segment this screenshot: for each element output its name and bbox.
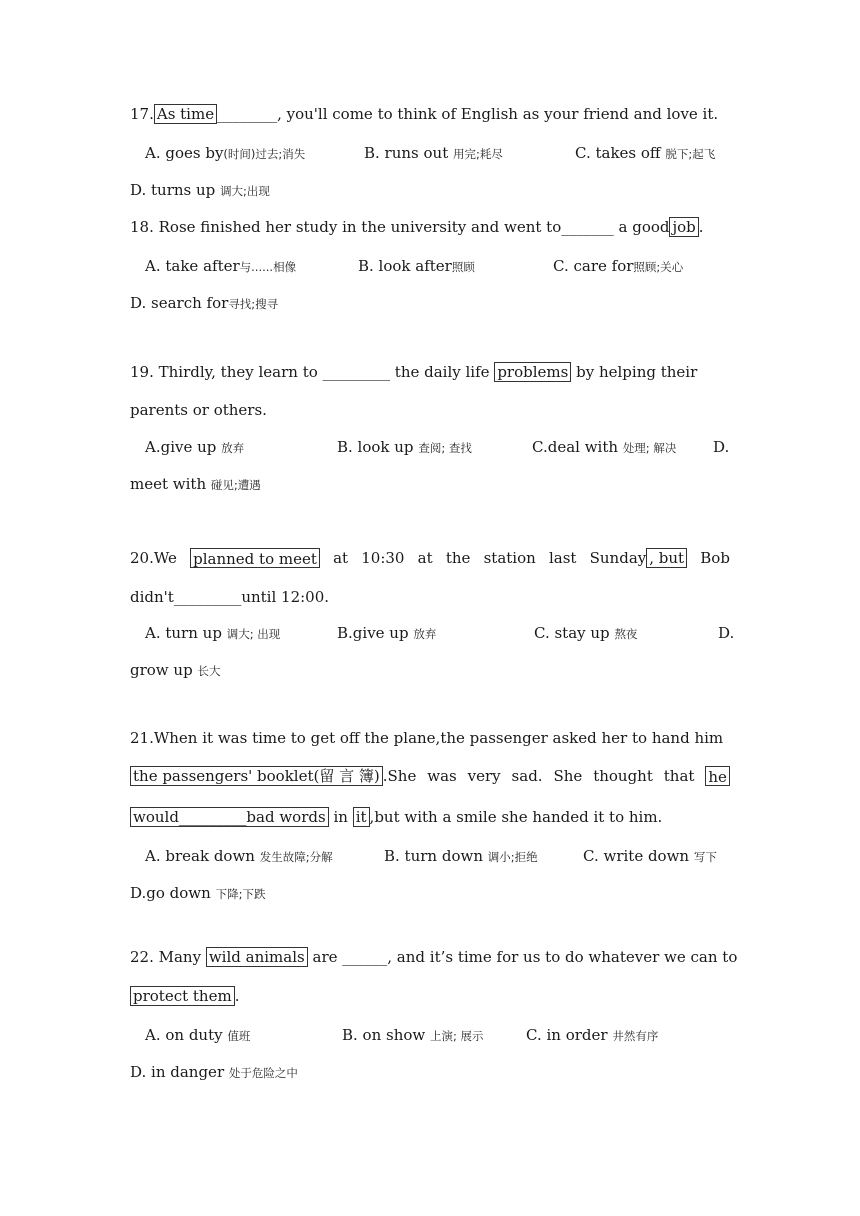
question-19-option-d: meet with 碰见;遭遇 bbox=[130, 475, 261, 493]
option-a: A. goes by(时间)过去;消失 bbox=[145, 144, 306, 162]
option-a: A. turn up 调大; 出现 bbox=[145, 624, 281, 642]
question-17-options-row bbox=[130, 143, 730, 163]
question-21-stem-cont: the passengers' booklet(留 言 簿) .She was very sad. She thought that he bbox=[130, 766, 730, 786]
question-21-stem-cont-2: would_________bad words in it ,but with a smile she handed it to him. bbox=[130, 807, 730, 827]
boxed-phrase: he bbox=[705, 766, 730, 786]
question-22-stem: 22. Many wild animals are ______, and it’s time for us to do whatever we can to bbox=[130, 948, 738, 966]
option-c: C. care for照顾;关心 bbox=[553, 257, 684, 275]
option-b: B. look after照顾 bbox=[358, 257, 475, 275]
question-21-option-d: D.go down 下降;下跌 bbox=[130, 884, 266, 902]
question-21-stem: 21.When it was time to get off the plane,the passenger asked her to hand him bbox=[130, 729, 724, 747]
boxed-phrase: the passengers' booklet(留 言 簿) bbox=[130, 766, 383, 786]
boxed-phrase: would_________bad words bbox=[130, 807, 329, 827]
option-d-label: D. bbox=[713, 438, 730, 456]
option-a: A. break down 发生故障;分解 bbox=[145, 847, 333, 865]
option-c: C. takes off 脱下;起飞 bbox=[575, 144, 716, 162]
option-b: B. turn down 调小;拒绝 bbox=[384, 847, 538, 865]
option-b: B.give up 放弃 bbox=[337, 624, 437, 642]
boxed-phrase: planned to meet bbox=[190, 548, 320, 568]
boxed-phrase: , but bbox=[646, 548, 687, 568]
question-21-options-row bbox=[130, 846, 730, 866]
question-17-stem bbox=[130, 104, 730, 124]
boxed-phrase: wild animals bbox=[206, 947, 308, 967]
option-d-label: D. bbox=[718, 624, 735, 642]
worksheet-page bbox=[130, 0, 738, 1216]
option-a: A. on duty 值班 bbox=[145, 1026, 251, 1044]
question-22-stem-cont: protect them . bbox=[130, 986, 730, 1006]
question-18-option-d: D. search for寻找;搜寻 bbox=[130, 294, 279, 312]
question-18-options-row bbox=[130, 256, 730, 276]
question-22-options-row bbox=[130, 1025, 730, 1045]
question-19-stem-cont: parents or others. bbox=[130, 401, 267, 419]
boxed-phrase: As time bbox=[154, 104, 217, 124]
option-b: B. on show 上演; 展示 bbox=[342, 1026, 484, 1044]
option-b: B. look up 查阅; 查找 bbox=[337, 438, 472, 456]
question-20-option-d: grow up 长大 bbox=[130, 661, 221, 679]
question-17-option-d: D. turns up 调大;出现 bbox=[130, 181, 270, 199]
option-c: C.deal with 处理; 解决 bbox=[532, 438, 677, 456]
option-c: C. stay up 熬夜 bbox=[534, 624, 638, 642]
boxed-phrase: problems bbox=[494, 362, 571, 382]
boxed-phrase: protect them bbox=[130, 986, 235, 1006]
question-19-options-row bbox=[130, 437, 730, 457]
question-number: 17. bbox=[130, 105, 154, 123]
stem-text: ________, you'll come to think of English as your friend and love it. bbox=[217, 105, 719, 123]
option-c: C. write down 写下 bbox=[583, 847, 717, 865]
question-18-stem: 18. Rose finished her study in the university and went to_______ a good job . bbox=[130, 218, 704, 236]
question-20-stem: 20.We planned to meet at 10:30 at the station last Sunday , but Bob bbox=[130, 549, 730, 568]
boxed-phrase: job bbox=[669, 217, 698, 237]
question-20-stem-cont: didn't_________until 12:00. bbox=[130, 588, 330, 606]
question-22-option-d: D. in danger 处于危险之中 bbox=[130, 1063, 298, 1081]
boxed-phrase: it bbox=[353, 807, 370, 827]
option-a: A. take after与......相像 bbox=[145, 257, 297, 275]
option-b: B. runs out 用完;耗尽 bbox=[364, 144, 503, 162]
option-a: A.give up 放弃 bbox=[145, 438, 245, 456]
option-c: C. in order 井然有序 bbox=[526, 1026, 659, 1044]
question-19-stem: 19. Thirdly, they learn to _________ the daily life problems by helping their bbox=[130, 363, 698, 381]
question-20-options-row bbox=[130, 623, 735, 643]
